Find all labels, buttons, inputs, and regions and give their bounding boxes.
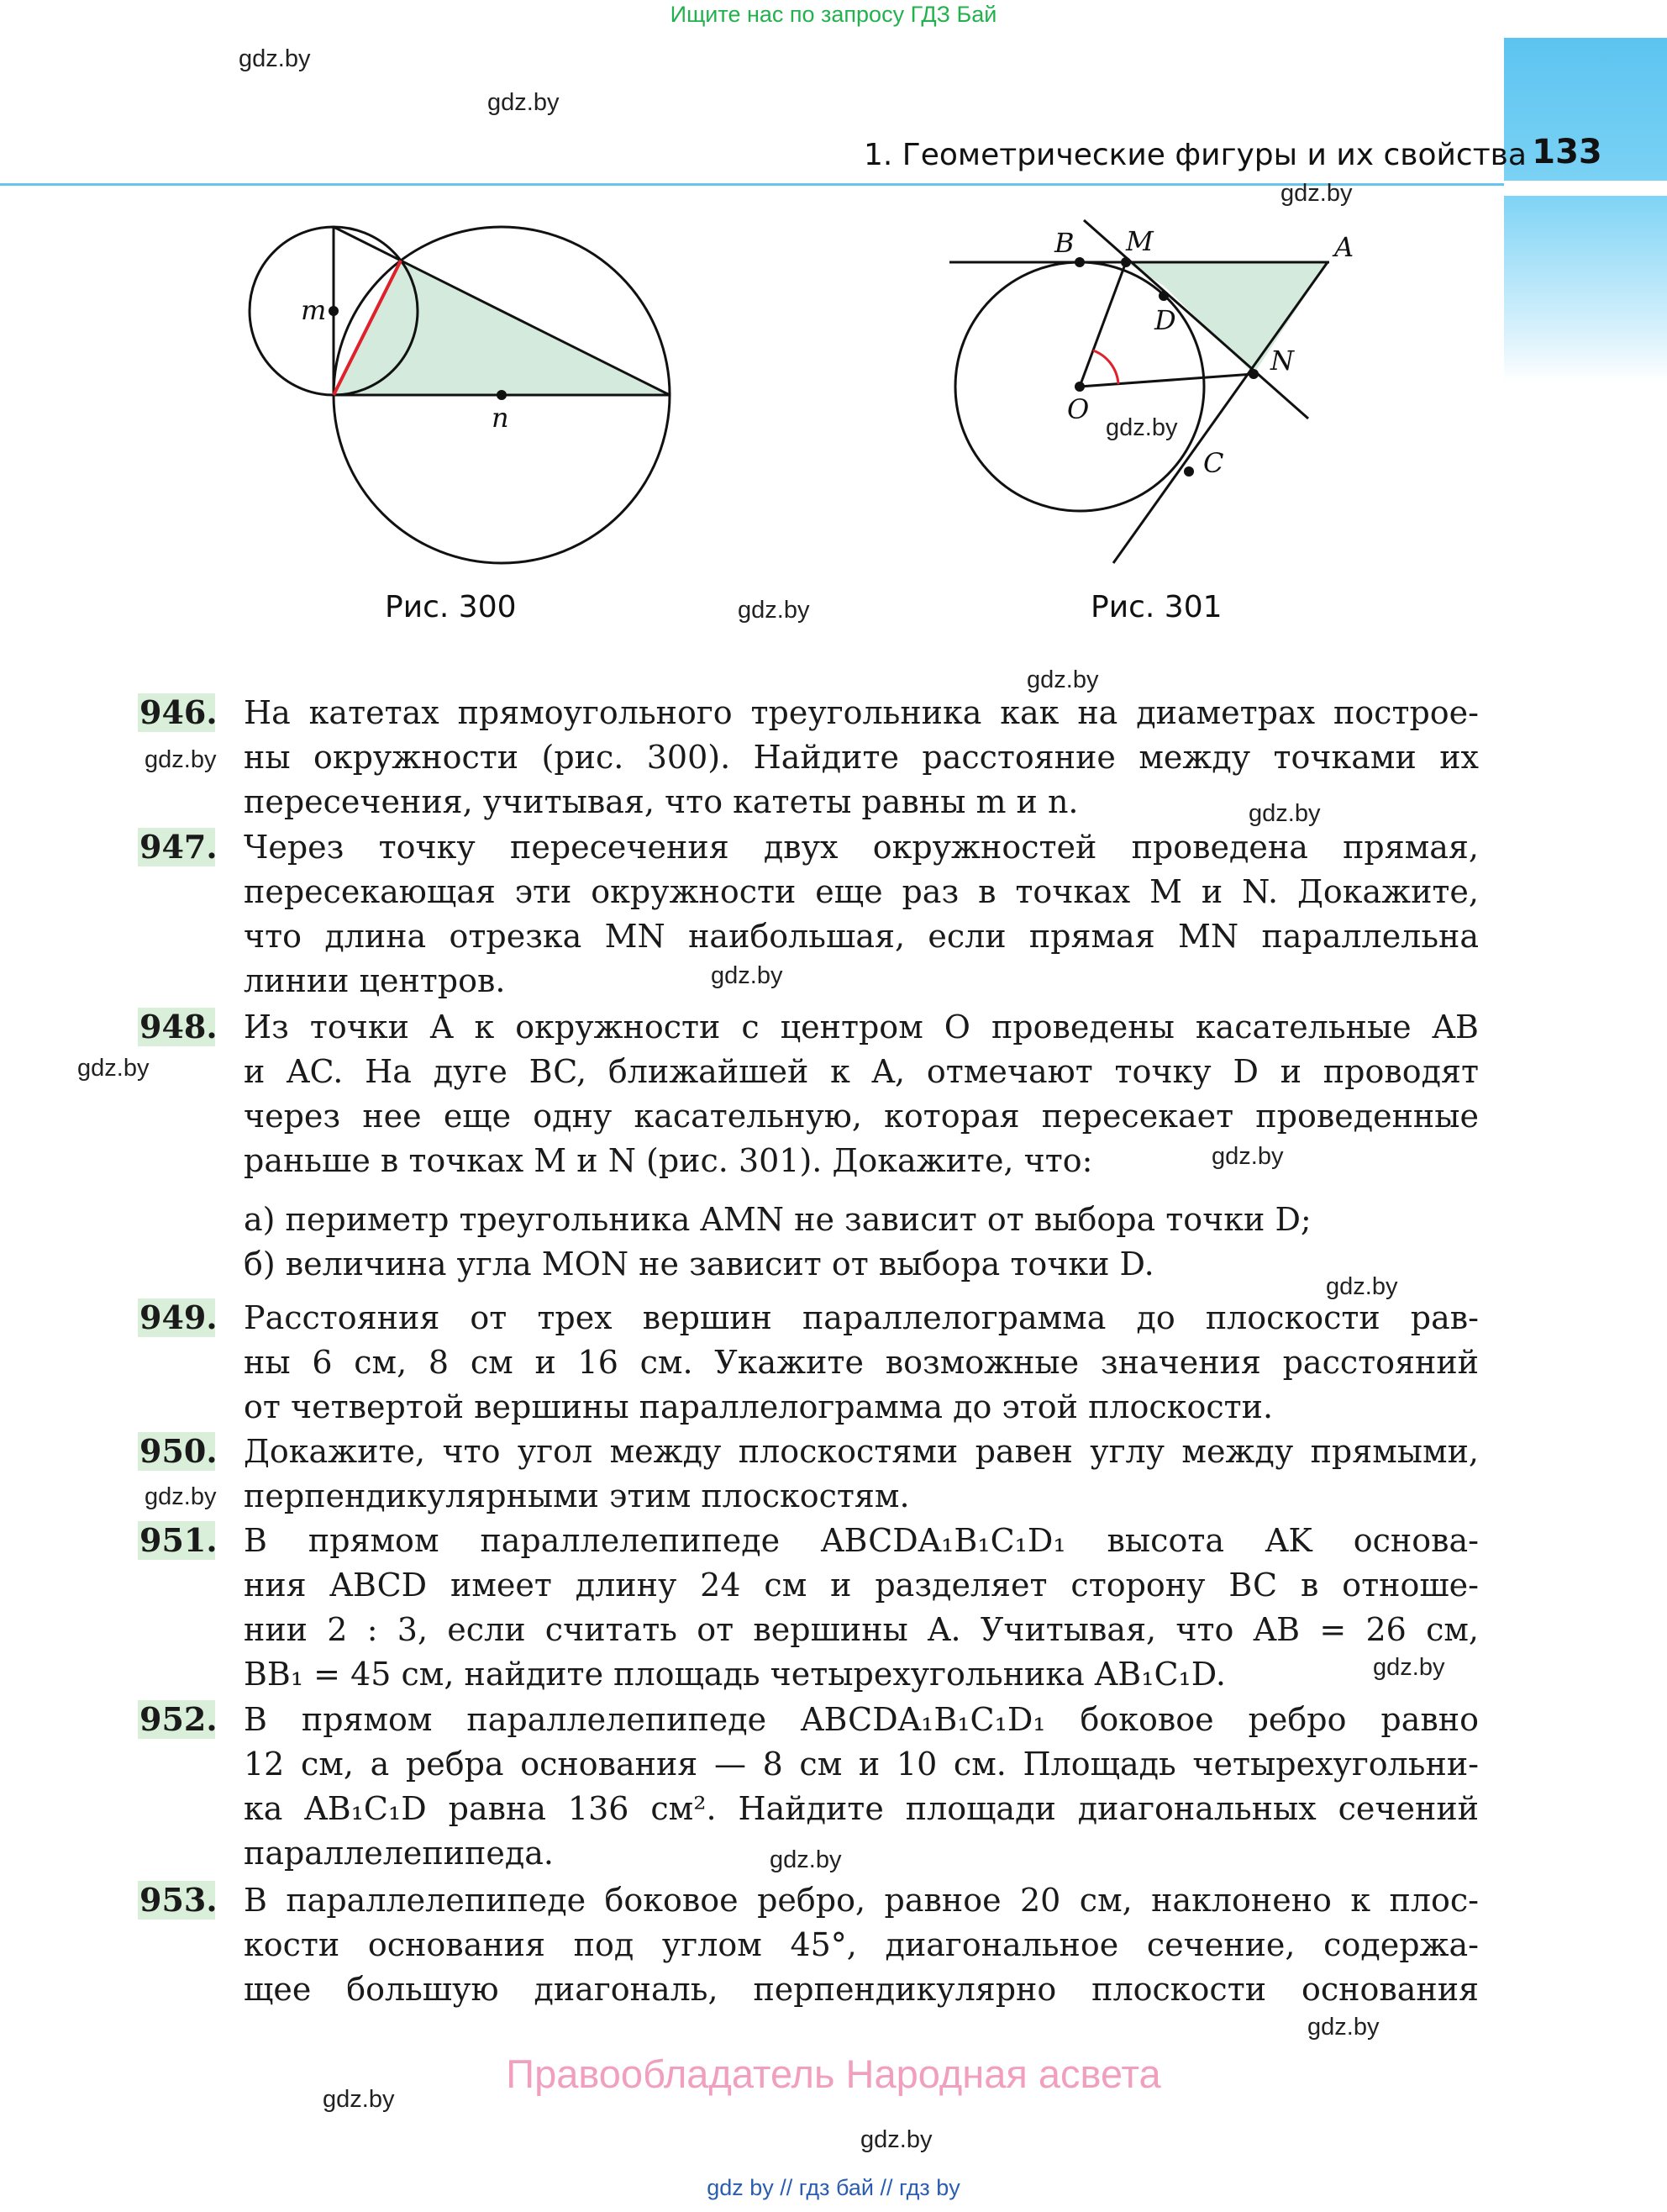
- problem-952-line-4: параллелепипеда.: [244, 1835, 554, 1872]
- problem-952-line-1: В прямом параллелепипеде ABCDA₁B₁C₁D₁ боковое ребро равно: [244, 1701, 1479, 1738]
- top-banner[interactable]: Ищите нас по запросу ГДЗ Бай: [670, 2, 997, 27]
- problem-951-number: 951.: [139, 1521, 218, 1559]
- problem-952-line-3: ка AB₁C₁D равна 136 см². Найдите площади диагональных сечений: [244, 1790, 1479, 1827]
- fig301-angle-arc: [1093, 350, 1118, 384]
- problem-948-line-4: раньше в точках M и N (рис. 301). Докажите, что:: [244, 1142, 1093, 1179]
- fig301-label-B: B: [1054, 227, 1075, 259]
- page-number: 133: [1532, 133, 1602, 171]
- fig301-point-M: [1121, 257, 1131, 267]
- problem-947-line-4: линии центров.: [244, 962, 506, 999]
- problem-950-line-2: перпендикулярными этим плоскостям.: [244, 1477, 910, 1514]
- fig301-label-A: A: [1334, 231, 1354, 263]
- problem-953-line-2: кости основания под углом 45°, диагональное сечение, содержа-: [244, 1926, 1479, 1963]
- watermark: gdz.by: [145, 746, 217, 773]
- watermark: gdz.by: [1373, 1654, 1445, 1681]
- watermark: gdz.by: [738, 597, 810, 624]
- watermark: gdz.by: [487, 89, 560, 116]
- fig301-point-D: [1159, 291, 1169, 301]
- problem-948-line-1: Из точки A к окружности с центром O проведены касательные AB: [244, 1009, 1479, 1045]
- problem-947-number: 947.: [139, 828, 218, 866]
- fig300-label-m: m: [301, 294, 327, 326]
- problem-947-line-3: что длина отрезка MN наибольшая, если прямая MN параллельна: [244, 918, 1479, 955]
- fig300-triangle-fill: [334, 261, 670, 395]
- problem-949-line-1: Расстояния от трех вершин параллелограмма до плоскости рав-: [244, 1299, 1479, 1336]
- problem-951-line-3: нии 2 : 3, если считать от вершины A. Учитывая, что AB = 26 см,: [244, 1611, 1479, 1648]
- watermark: gdz.by: [1307, 2014, 1380, 2041]
- problem-946-line-3: пересечения, учитывая, что катеты равны m и n.: [244, 783, 1079, 820]
- problem-946-line-1: На катетах прямоугольного треугольника как на диаметрах построе-: [244, 694, 1479, 731]
- fig301-segment-OM: [1080, 262, 1126, 387]
- problem-946-number: 946.: [139, 693, 218, 731]
- watermark: gdz.by: [239, 45, 311, 72]
- watermark: gdz.by: [77, 1055, 150, 1082]
- watermark: gdz.by: [1249, 800, 1321, 827]
- problem-952-number: 952.: [139, 1700, 218, 1738]
- problem-949-line-3: от четвертой вершины параллелограмма до этой плоскости.: [244, 1388, 1274, 1425]
- problem-949-line-2: ны 6 см, 8 см и 16 см. Укажите возможные значения расстояний: [244, 1344, 1479, 1381]
- fig300-caption: Рис. 300: [385, 590, 517, 624]
- problem-951-line-4: BB₁ = 45 см, найдите площадь четырехугольника AB₁C₁D.: [244, 1656, 1226, 1693]
- fig300-center-n: [497, 390, 507, 400]
- fig300-center-m: [329, 306, 339, 316]
- problem-953-number: 953.: [139, 1881, 218, 1919]
- figure-301: [941, 219, 1361, 571]
- side-tab: [1504, 38, 1667, 382]
- problem-953-line-1: В параллелепипеде боковое ребро, равное 20 см, наклонено к плос-: [244, 1882, 1479, 1919]
- copyright-notice: Правообладатель Народная асвета: [506, 2051, 1161, 2096]
- problem-948-item-a: а) периметр треугольника AMN не зависит от выбора точки D;: [244, 1201, 1312, 1238]
- watermark: gdz.by: [1326, 1273, 1398, 1300]
- problem-952-line-2: 12 см, а ребра основания — 8 см и 10 см. Площадь четырехугольни-: [244, 1746, 1479, 1783]
- problem-946-line-2: ны окружности (рис. 300). Найдите расстояние между точками их: [244, 739, 1479, 776]
- problem-953-line-3: щее большую диагональ, перпендикулярно плоскости основания: [244, 1971, 1479, 2008]
- fig301-caption: Рис. 301: [1091, 590, 1223, 624]
- watermark: gdz.by: [711, 962, 783, 989]
- watermark: gdz.by: [1212, 1143, 1284, 1170]
- fig301-label-D: D: [1154, 304, 1176, 336]
- problem-948-line-2: и AC. На дуге BC, ближайшей к A, отмечают точку D и проводят: [244, 1053, 1479, 1090]
- fig301-label-N: N: [1270, 345, 1294, 377]
- fig300-label-n: n: [492, 402, 509, 434]
- problem-951-line-1: В прямом параллелепипеде ABCDA₁B₁C₁D₁ высота AK основа-: [244, 1522, 1479, 1559]
- problem-947-line-2: пересекающая эти окружности еще раз в точках M и N. Докажите,: [244, 873, 1479, 910]
- section-title: 1. Геометрические фигуры и их свойства: [864, 138, 1527, 172]
- fig301-point-N: [1249, 369, 1259, 379]
- fig301-point-B: [1075, 257, 1085, 267]
- problem-948-item-b: б) величина угла MON не зависит от выбора точки D.: [244, 1246, 1154, 1282]
- figure-300: [235, 210, 689, 614]
- fig301-segment-ON: [1080, 374, 1254, 387]
- fig301-point-O: [1075, 382, 1085, 392]
- problem-948-line-3: через нее еще одну касательную, которая пересекает проведенные: [244, 1098, 1479, 1135]
- fig301-point-C: [1184, 466, 1194, 477]
- watermark: gdz.by: [1106, 414, 1178, 441]
- problem-950-number: 950.: [139, 1432, 218, 1470]
- problem-949-number: 949.: [139, 1298, 218, 1336]
- side-tab-gap: [1504, 181, 1667, 196]
- watermark: gdz.by: [323, 2086, 395, 2113]
- problem-951-line-2: ния ABCD имеет длину 24 см и разделяет сторону BC в отноше-: [244, 1567, 1479, 1604]
- problem-950-line-1: Докажите, что угол между плоскостями равен углу между прямыми,: [244, 1433, 1479, 1470]
- header-rule: [0, 183, 1504, 186]
- watermark: gdz.by: [145, 1483, 217, 1510]
- watermark: gdz.by: [770, 1846, 842, 1873]
- fig301-label-C: C: [1203, 447, 1224, 479]
- problem-947-line-1: Через точку пересечения двух окружностей проведена прямая,: [244, 829, 1479, 866]
- watermark: gdz.by: [1027, 666, 1099, 693]
- watermark: gdz.by: [1280, 180, 1353, 207]
- fig301-label-O: O: [1067, 393, 1090, 425]
- footer-links[interactable]: gdz by // гдз бай // гдз by: [707, 2175, 960, 2200]
- fig301-label-M: M: [1126, 225, 1154, 257]
- watermark: gdz.by: [860, 2126, 933, 2153]
- problem-948-number: 948.: [139, 1008, 218, 1045]
